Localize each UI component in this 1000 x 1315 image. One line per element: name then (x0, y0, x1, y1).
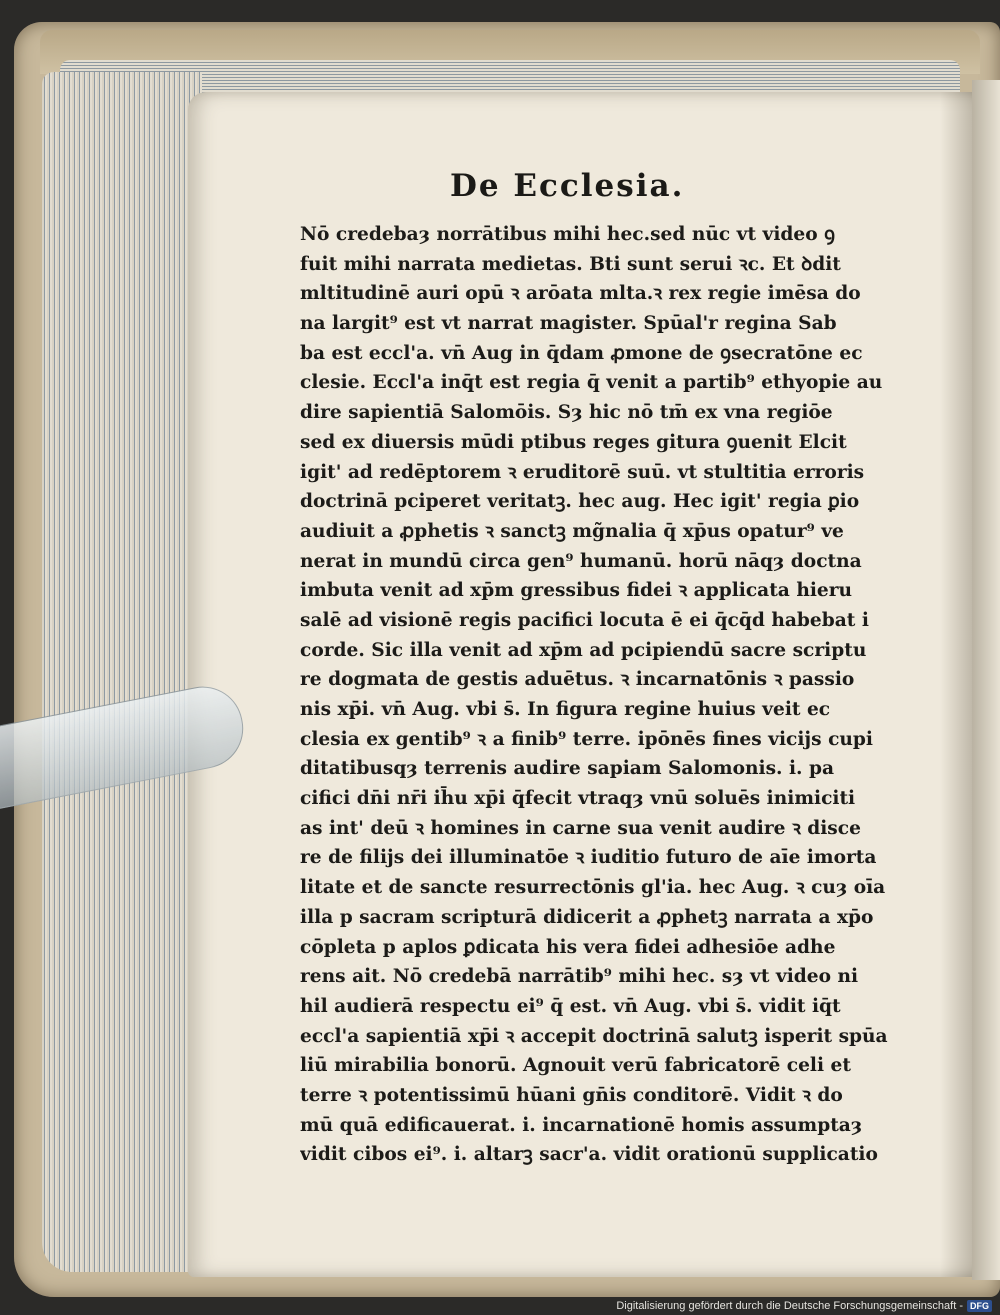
text-line: cōpleta p aplos ꝑdicata his vera fidei adhesiōe adhe (300, 936, 836, 958)
text-line: imbuta venit ad xp̄m gressibus fidei ꝛ applicata hieru (300, 580, 853, 602)
page-heading: De Ecclesia. (450, 168, 685, 204)
text-line: clesie. Eccl'a inq̄t est regia q̄ venit a partib⁹ ethyopie au (300, 372, 883, 394)
text-line: sed ex diuersis mūdi ptibus reges gitura ꝯuenit Elcit (300, 431, 847, 453)
text-line: clesia ex gentib⁹ ꝛ a finib⁹ terre. ipōnēs fines vicijs cupi (300, 728, 873, 750)
text-line: doctrinā pciperet veritatꝫ. hec aug. Hec igit' regia ꝑio (300, 491, 860, 513)
text-line: nis xp̄i. vn̄ Aug. vbi s̄. In figura regine huius veit ec (300, 699, 831, 720)
text-line: na largit⁹ est vt narrat magister. Spūal'r regina Sab (300, 313, 837, 335)
text-line: salē ad visionē regis pacifici locuta ē ei q̄cq̄d habebat i (300, 609, 869, 631)
text-line: igit' ad redēptorem ꝛ eruditorē suū. vt stultitia erroris (300, 461, 865, 483)
text-line: re dogmata de gestis aduētus. ꝛ incarnatōnis ꝛ passio (300, 669, 855, 691)
text-line: ditatibusqȝ terrenis audire sapiam Salomonis. i. pa (300, 758, 835, 780)
text-line: re de filijs dei illuminatōe ꝛ iuditio futuro de aīe imorta (300, 847, 877, 869)
page-fore-edges (42, 72, 202, 1272)
text-line: litate et de sancte resurrectōnis gl'ia. hec Aug. ꝛ cuȝ oīa (300, 877, 886, 899)
text-line: vidit cibos ei⁹. i. altarꝫ sacr'a. vidit orationū supplicatio (300, 1144, 878, 1166)
text-line: nerat in mundū circa gen⁹ humanū. horū nāqȝ doctna (300, 550, 862, 572)
text-line: eccl'a sapientiā xp̄i ꝛ accepit doctrinā salutꝫ isperit spūa (300, 1025, 888, 1047)
text-line: illa p sacram scripturā didicerit a ꝓphetꝫ narrata a xp̄o (300, 906, 874, 928)
text-line: corde. Sic illa venit ad xp̄m ad pcipiendū sacre scriptu (300, 639, 867, 661)
text-line: as int' deū ꝛ homines in carne sua venit audire ꝛ disce (300, 817, 861, 839)
text-line: terre ꝛ potentissimū hūani gn̄is conditorē. Vidit ꝛ do (300, 1084, 843, 1106)
text-line: Nō credebaȝ norrātibus mihi hec.sed nūc vt video ꝯ (300, 224, 836, 245)
text-line: audiuit a ꝓphetis ꝛ sanctꝫ mg̃nalia q̄ xp̄us opatur⁹ ve (300, 520, 844, 542)
text-line: cifici dn̄i nr̄i ih̄u xp̄i q̄fecit vtraqȝ vnū soluēs inimiciti (300, 788, 856, 810)
body-text (300, 220, 912, 1170)
text-line: rens ait. Nō credebā narrātib⁹ mihi hec. sȝ vt video ni (300, 966, 859, 988)
text-line: hil audierā respectu ei⁹ q̄ est. vn̄ Aug. vbi s̄. vidit iq̄t (300, 995, 841, 1017)
digitization-credit (616, 1300, 992, 1312)
text-line: ba est eccl'a. vn̄ Aug in q̄dam ꝓmone de ꝯsecratōne ec (300, 342, 863, 364)
text-line: liū mirabilia bonorū. Agnouit verū fabricatorē celi et (300, 1055, 851, 1077)
dfg-logo: DFG (967, 1300, 992, 1312)
text-line: dire sapientiā Salomōis. Sȝ hic nō tm̄ ex vna regiōe (300, 402, 833, 424)
text-line: mū quā edificauerat. i. incarnationē homis assumptaȝ (300, 1114, 863, 1136)
facing-page-edge (972, 80, 1000, 1280)
credit-text: Digitalisierung gefördert durch die Deutsche Forschungsgemeinschaft - (616, 1300, 963, 1312)
text-line: fuit mihi narrata medietas. Bti sunt serui ꝛc. Et ꝺdit (300, 253, 841, 275)
text-line: mltitudinē auri opū ꝛ arōata mlta.ꝛ rex regie imēsa do (300, 283, 861, 305)
